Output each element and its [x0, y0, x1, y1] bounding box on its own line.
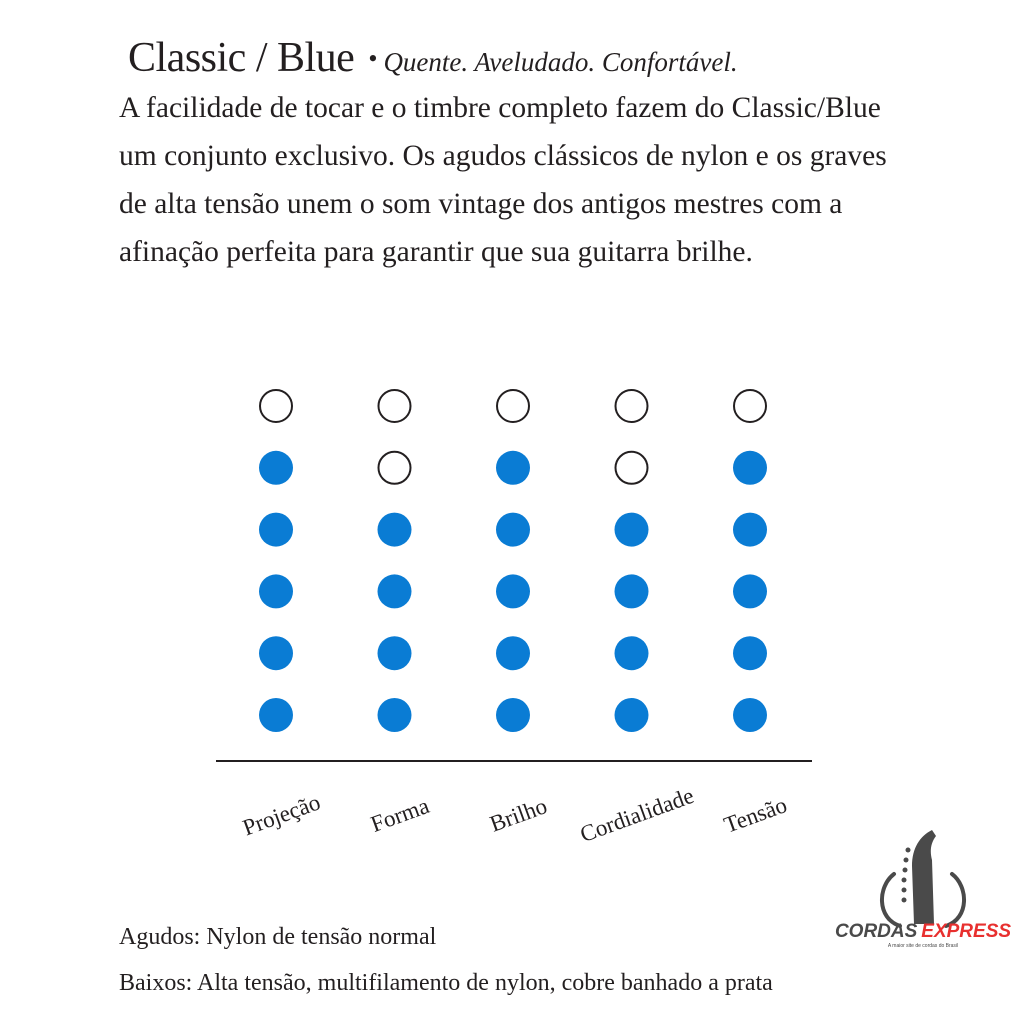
rating-dot-projeção-1: [259, 698, 293, 732]
rating-dot-tensão-6: [734, 390, 766, 422]
category-label-4: Tensão: [720, 792, 791, 838]
product-subtitle: Quente. Aveludado. Confortável.: [383, 47, 738, 77]
rating-dot-projeção-6: [260, 390, 292, 422]
category-label-0: Projeção: [239, 789, 324, 841]
rating-dot-projeção-5: [259, 451, 293, 485]
rating-dot-cordialidade-3: [615, 574, 649, 608]
rating-dot-tensão-5: [733, 451, 767, 485]
rating-dot-tensão-1: [733, 698, 767, 732]
rating-dot-projeção-4: [259, 513, 293, 547]
rating-dot-cordialidade-2: [615, 636, 649, 670]
logo-tagline: A maior site de cordas do Brasil: [887, 943, 959, 949]
rating-dot-cordialidade-4: [615, 513, 649, 547]
logo-brand-a: CORDAS: [834, 921, 918, 942]
category-label-3: Cordialidade: [576, 782, 698, 848]
rating-dot-cordialidade-5: [616, 452, 648, 484]
rating-dot-projeção-3: [259, 574, 293, 608]
cordas-express-logo: [834, 826, 1012, 956]
product-title: Classic / Blue: [128, 35, 355, 81]
guitar-headstock-icon: [882, 830, 964, 926]
rating-dot-cordialidade-1: [615, 698, 649, 732]
rating-dot-brilho-3: [496, 574, 530, 608]
product-description: A facilidade de tocar e o timbre completo fazem do Classic/Blue um conjunto exclusivo. Os agudos clássicos de nylon e os graves de alta tensão unem o som vintage dos antigos mestres com a afinação perfeita para garantir que sua guitarra brilhe.: [119, 92, 887, 268]
logo-brand-b: EXPRESS: [921, 921, 1012, 942]
rating-dot-tensão-2: [733, 636, 767, 670]
rating-dot-forma-6: [379, 390, 411, 422]
rating-dot-brilho-6: [497, 390, 529, 422]
rating-dot-tensão-4: [733, 513, 767, 547]
rating-dot-brilho-4: [496, 513, 530, 547]
rating-dot-brilho-1: [496, 698, 530, 732]
category-label-2: Brilho: [486, 793, 551, 837]
rating-dot-forma-4: [378, 513, 412, 547]
rating-dot-tensão-3: [733, 574, 767, 608]
category-labels: [239, 783, 790, 847]
rating-dot-brilho-5: [496, 451, 530, 485]
category-label-1: Forma: [367, 792, 433, 837]
rating-dots: [259, 390, 767, 732]
rating-dot-forma-3: [378, 574, 412, 608]
rating-dot-cordialidade-6: [616, 390, 648, 422]
rating-dot-forma-1: [378, 698, 412, 732]
rating-dot-forma-5: [379, 452, 411, 484]
svg-text:CORDASEXPRESS: [835, 921, 1011, 942]
bullet-separator: •: [368, 44, 378, 73]
spec-treble: Agudos: Nylon de tensão normal: [119, 924, 437, 950]
spec-bass: Baixos: Alta tensão, multifilamento de nylon, cobre banhado a prata: [119, 970, 773, 996]
rating-dot-projeção-2: [259, 636, 293, 670]
rating-dot-forma-2: [378, 636, 412, 670]
rating-dot-brilho-2: [496, 636, 530, 670]
